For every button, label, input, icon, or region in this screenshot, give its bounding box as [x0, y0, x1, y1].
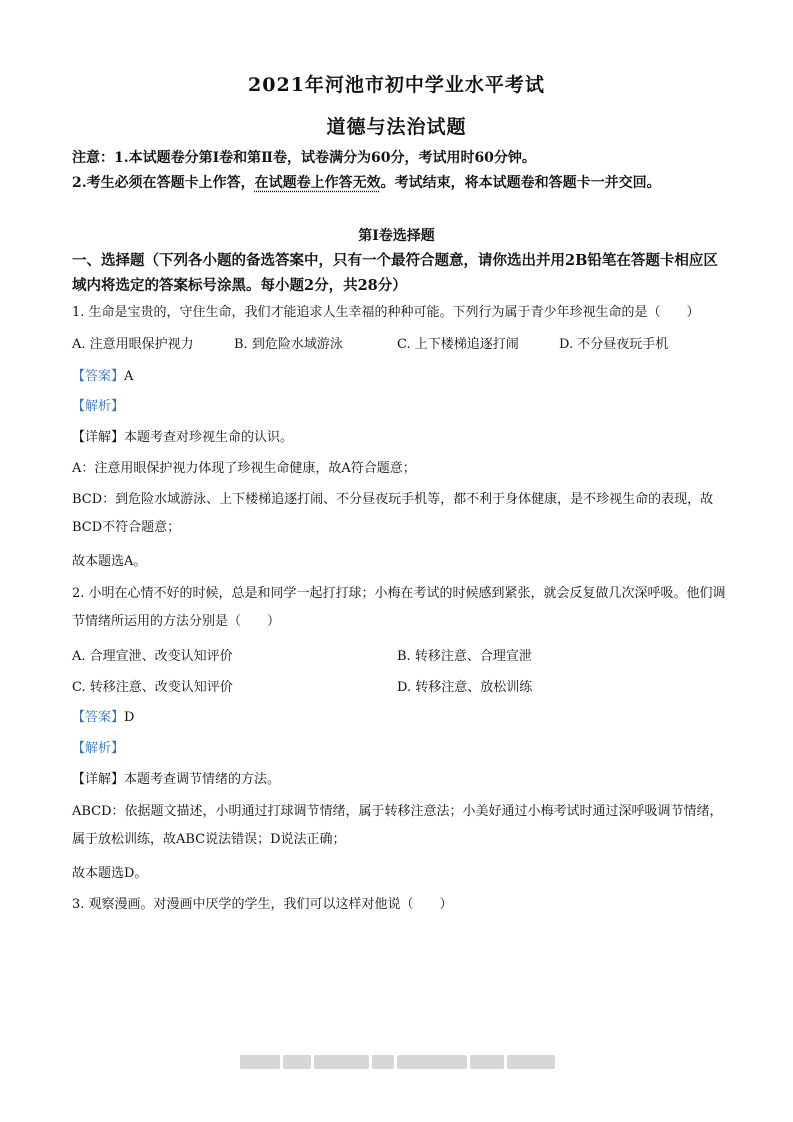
notice-line-2-emphasis: 在试题卷上作答无效: [254, 175, 381, 191]
question-1-line-3: 故本题选A。: [72, 554, 147, 569]
question-2-line-2: 故本题选D。: [72, 866, 148, 881]
question-2-detail: [72, 767, 727, 793]
notice-line-2-c: 。考试结束，将本试题卷和答题卡一并交回。: [380, 175, 661, 191]
question-1-line-2: BCD：到危险水域游泳、上下楼梯追逐打闹、不分昼夜玩手机等，都不利于身体健康，是不珍视生命的表现，故BCD不符合题意；: [72, 492, 714, 535]
question-2-answer: [72, 705, 727, 731]
section-title: 第Ⅰ卷选择题: [358, 228, 435, 244]
question-2-option-a: A. 合理宣泄、改变认知评价: [72, 649, 233, 664]
exam-subject-title: 道德与法治试题: [326, 116, 467, 138]
detail-tag: 【详解】: [72, 430, 125, 445]
exam-title: 2021年河池市初中学业水平考试: [248, 74, 545, 96]
question-2-option-d: D. 转移注意、放松训练: [397, 680, 533, 695]
detail-tag: 【详解】: [72, 772, 125, 787]
question-1-detail: [72, 425, 727, 451]
question-1-analysis: [72, 394, 727, 420]
detail-text: 本题考查对珍视生命的认识。: [124, 430, 294, 445]
question-1-option-b: B. 到危险水域游泳: [234, 337, 343, 352]
answer-tag: 【答案】: [72, 710, 125, 725]
blurred-footer-watermark: [240, 1055, 555, 1069]
analysis-tag: 【解析】: [72, 741, 125, 756]
notice-line-2-a: 2.考生必须在答题卡上作答，: [72, 175, 255, 191]
question-2-option-b: B. 转移注意、合理宣泄: [397, 649, 532, 664]
question-1-option-d: D. 不分昼夜玩手机: [559, 337, 669, 352]
section-instruction: 一、选择题（下列各小题的备选答案中，只有一个最符合题意，请你选出并用2B铅笔在答题卡相应区域内将选定的答案标号涂黑。每小题2分，共28分）: [72, 252, 718, 294]
question-1-option-a: A. 注意用眼保护视力: [72, 337, 194, 352]
answer-value: D: [124, 710, 135, 725]
question-2-option-c: C. 转移注意、改变认知评价: [72, 680, 233, 695]
notice-line-2: [72, 170, 722, 196]
question-2-analysis: [72, 736, 727, 762]
notice-line-1: 注意：1.本试题卷分第Ⅰ卷和第Ⅱ卷，试卷满分为60分，考试用时60分钟。: [72, 150, 536, 166]
question-1-line-1: A：注意用眼保护视力体现了珍视生命健康，故A符合题意；: [72, 461, 416, 476]
question-1-stem: 1. 生命是宝贵的，守住生命，我们才能追求人生幸福的种种可能。下列行为属于青少年珍视生命的是（ ）: [72, 305, 700, 320]
analysis-tag: 【解析】: [72, 399, 125, 414]
answer-tag: 【答案】: [72, 369, 125, 384]
question-2-line-1: ABCD：依据题文描述，小明通过打球调节情绪，属于转移注意法；小美好通过小梅考试时通过深呼吸调节情绪，属于放松训练，故ABC说法错误；D说法正确；: [72, 804, 723, 847]
detail-text: 本题考查调节情绪的方法。: [124, 772, 281, 787]
answer-value: A: [124, 369, 134, 384]
question-1-option-c: C. 上下楼梯追逐打闹: [397, 337, 519, 352]
question-2-stem: 2. 小明在心情不好的时候，总是和同学一起打打球；小梅在考试的时候感到紧张，就会反复做几次深呼吸。他们调节情绪所运用的方法分别是（ ）: [72, 586, 726, 629]
question-3-stem: 3. 观察漫画。对漫画中厌学的学生，我们可以这样对他说（ ）: [72, 897, 453, 912]
question-1-answer: [72, 364, 727, 390]
